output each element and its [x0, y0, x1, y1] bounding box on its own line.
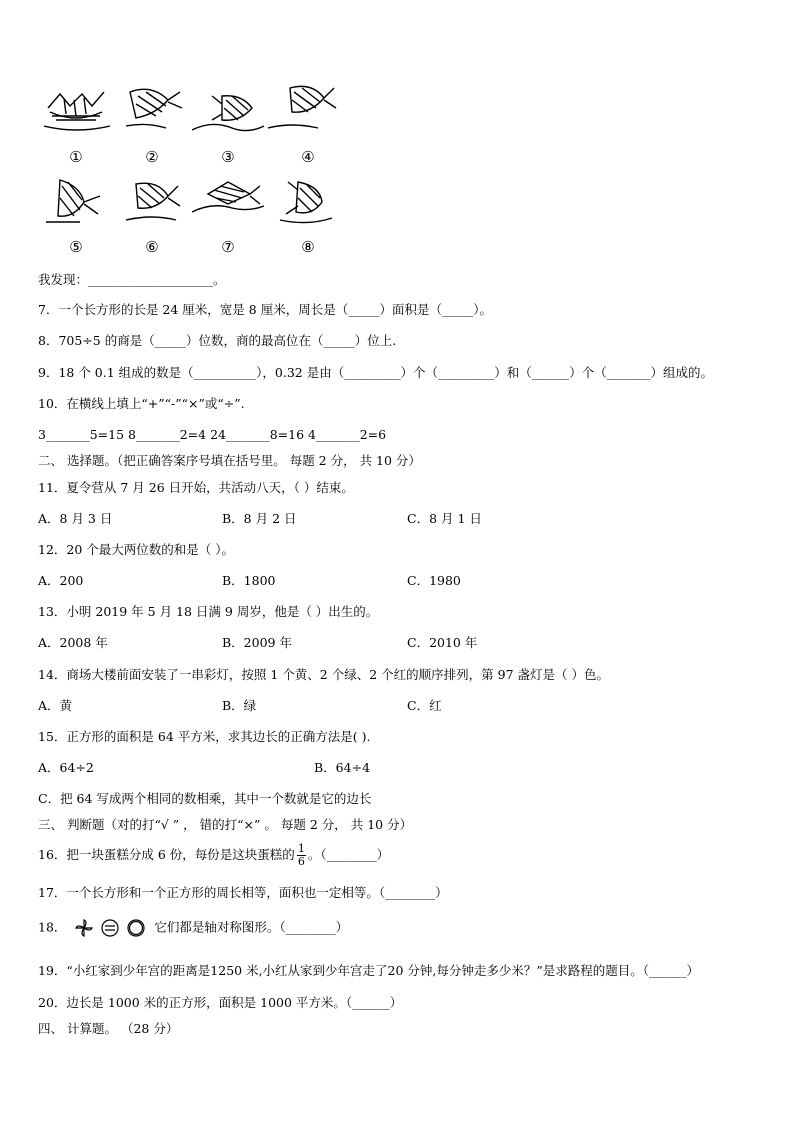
question-11: 11．夏令营从 7 月 26 日开始，共活动八天，（ ）结束。 [38, 480, 354, 495]
fish-label-6: ⑥ [145, 238, 159, 256]
fraction-denominator: 6 [297, 855, 305, 868]
fish-label-1: ① [69, 148, 83, 166]
pinwheel-icon [74, 918, 94, 938]
q15-option-b: B．64÷4 [314, 760, 371, 775]
fish-figure-7 [192, 172, 264, 230]
section-4-heading: 四、 计算题。 （28 分） [38, 1021, 179, 1036]
q11-option-a: A．8 月 3 日 [38, 511, 113, 526]
question-18 [38, 918, 348, 938]
fish-figure-4 [268, 78, 340, 136]
fish-figure-5 [40, 172, 112, 230]
fish-label-5: ⑤ [69, 238, 83, 256]
question-8: 8．705÷5 的商是（_____）位数，商的最高位在（_____）位上. [38, 333, 397, 348]
fish-figure-6 [116, 172, 188, 230]
question-14: 14．商场大楼前面安装了一串彩灯，按照 1 个黄、2 个绿、2 个红的顺序排列，第 97 盏灯是（ ）色。 [38, 667, 609, 682]
fish-label-8: ⑧ [301, 238, 315, 256]
fish-figure-1 [40, 78, 112, 136]
question-15: 15．正方形的面积是 64 平方米，求其边长的正确方法是( ). [38, 729, 371, 744]
question-19: 19．“小红家到少年宫的距离是1250 米,小红从家到少年宫走了20 分钟,每分钟走多少米？”是求路程的题目。（______） [38, 963, 700, 978]
fish-figure-grid [40, 78, 340, 260]
question-20: 20．边长是 1000 米的正方形，面积是 1000 平方米。（______） [38, 995, 403, 1010]
q13-option-b: B．2009 年 [222, 635, 292, 650]
question-16 [38, 843, 389, 868]
q18-shape-icons [74, 918, 146, 938]
question-13: 13．小明 2019 年 5 月 18 日满 9 周岁，他是（ ）出生的。 [38, 604, 379, 619]
answer-line-discovery: 我发现：____________________。 [38, 272, 226, 287]
q18-number: 18． [38, 919, 67, 935]
q16-answer-blank: 。（________） [307, 847, 390, 862]
fish-label-2: ② [145, 148, 159, 166]
q15-option-a: A．64÷2 [38, 760, 94, 775]
fish-figure-3 [192, 84, 264, 142]
fish-figure-8 [268, 172, 340, 230]
q11-option-c: C．8 月 1 日 [407, 511, 482, 526]
fish-label-7: ⑦ [221, 238, 235, 256]
q15-option-c: C．把 64 写成两个相同的数相乘，其中一个数就是它的边长 [38, 791, 372, 806]
q13-option-c: C．2010 年 [407, 635, 478, 650]
fish-figure-2 [116, 78, 188, 136]
q11-option-b: B．8 月 2 日 [222, 511, 297, 526]
q14-option-c: C．红 [407, 698, 442, 713]
q13-option-a: A．2008 年 [38, 635, 108, 650]
question-12: 12．20 个最大两位数的和是（ ）。 [38, 542, 235, 557]
q12-option-a: A．200 [38, 573, 84, 588]
question-10: 10．在横线上填上“+”“-”“×”或“÷”. [38, 396, 245, 411]
section-3-heading: 三、 判断题（对的打“√ ” ， 错的打“×” 。 每题 2 分， 共 10 分） [38, 817, 413, 832]
q12-option-c: C．1980 [407, 573, 461, 588]
q18-text: 它们都是轴对称图形。（________） [154, 919, 349, 935]
fish-label-4: ④ [301, 148, 315, 166]
q14-option-a: A．黄 [38, 698, 73, 713]
question-10-blanks: 3_______5=15 8_______2=4 24_______8=16 4_______2=6 [38, 427, 387, 442]
q14-option-b: B．绿 [222, 698, 257, 713]
question-7: 7．一个长方形的长是 24 厘米，宽是 8 厘米，周长是（_____）面积是（_____）。 [38, 302, 492, 317]
fraction-numerator: 1 [297, 842, 305, 855]
q16-text: 16．把一块蛋糕分成 6 份，每份是这块蛋糕的 [38, 847, 295, 862]
fraction-one-sixth [297, 843, 306, 868]
question-17: 17．一个长方形和一个正方形的周长相等，面积也一定相等。（________） [38, 885, 448, 900]
section-2-heading: 二、 选择题。（把正确答案序号填在括号里。 每题 2 分， 共 10 分） [38, 453, 421, 468]
fish-label-3: ③ [221, 148, 235, 166]
q12-option-b: B．1800 [222, 573, 276, 588]
circle-with-lines-icon [100, 918, 120, 938]
question-9: 9．18 个 0.1 组成的数是（__________），0.32 是由（_________）个（_________）和（______）个（_______）组成的。 [38, 365, 713, 380]
wavy-circle-icon [126, 918, 146, 938]
